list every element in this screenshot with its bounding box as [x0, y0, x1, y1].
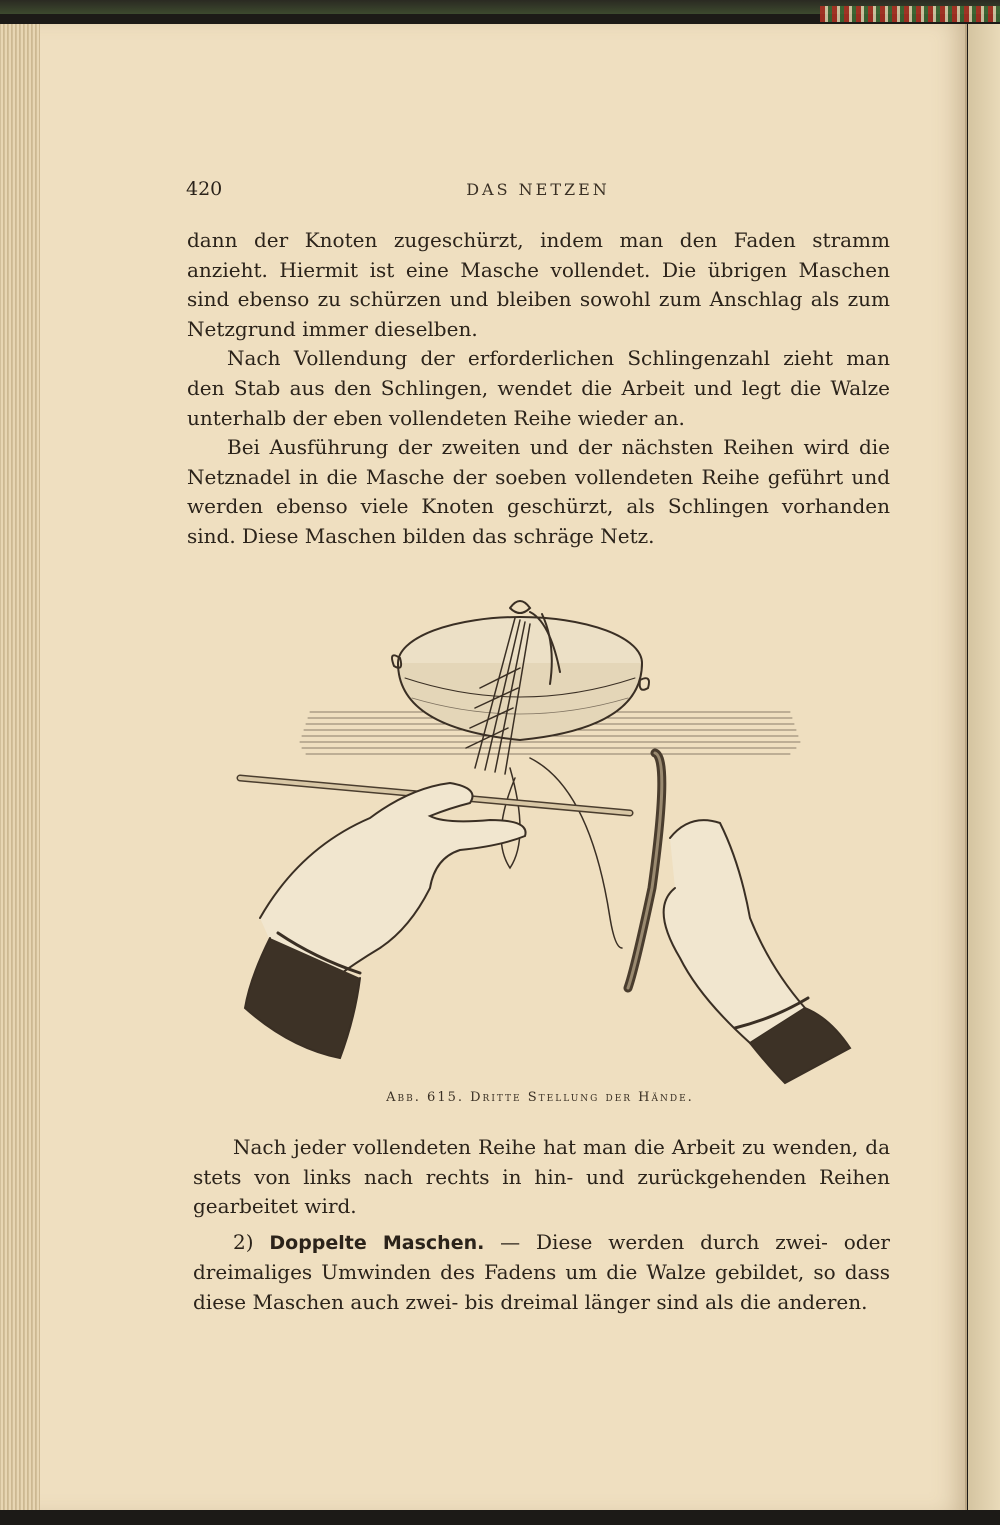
section-heading: Doppelte Maschen.: [269, 1231, 485, 1254]
cushion: [398, 617, 642, 740]
section-number: 2): [233, 1229, 254, 1254]
figure-caption: Abb. 615. Dritte Stellung der Hände.: [386, 1090, 694, 1105]
engraving-drawing: [230, 588, 860, 1088]
chapter-title: DAS NETZEN: [466, 180, 610, 199]
body-text-bottom: [193, 1133, 890, 1318]
bookmark-ribbon: [820, 6, 1000, 22]
netting-needle: [628, 753, 662, 988]
facing-page-edge: [968, 24, 1000, 1510]
left-hand: [245, 783, 526, 1058]
netting-hands-illustration: [230, 588, 860, 1088]
page-stack-edges: [0, 24, 40, 1510]
paragraph: Bei Ausführung der zweiten und der nächsten Reihen wird die Netznadel in die Masche der soeben vollendeten Reihe geführt und werden ebenso viele Knoten geschürzt, als Schlingen vorhanden sind. Diese Maschen bilden das schräge Netz.: [187, 435, 890, 548]
paragraph: Nach jeder vollendeten Reihe hat man die Arbeit zu wenden, da stets von links nach rechts in hin- und zurückgehenden Reihen gearbeitet wird.: [193, 1135, 890, 1219]
page-number: 420: [186, 178, 223, 200]
paragraph: Nach Vollendung der erforderlichen Schlingenzahl zieht man den Stab aus den Schlingen, wendet die Arbeit und legt die Walze unterhalb der eben vollendeten Reihe wieder an.: [187, 346, 890, 430]
section-text: — Diese werden durch zwei- oder dreimaliges Umwinden des Fadens um die Walze gebildet, so dass diese Maschen auch zwei- bis dreimal länger sind als die anderen.: [193, 1229, 890, 1314]
body-text-top: [187, 226, 890, 552]
running-head: [186, 178, 890, 202]
section-paragraph: [193, 1228, 890, 1318]
paragraph: dann der Knoten zugeschürzt, indem man den Faden stramm anzieht. Hiermit ist eine Masche vollendet. Die übrigen Maschen sind ebenso zu schürzen und bleiben sowohl zum Anschlag als zum Netzgrund immer dieselben.: [187, 228, 890, 341]
right-hand: [664, 820, 850, 1083]
